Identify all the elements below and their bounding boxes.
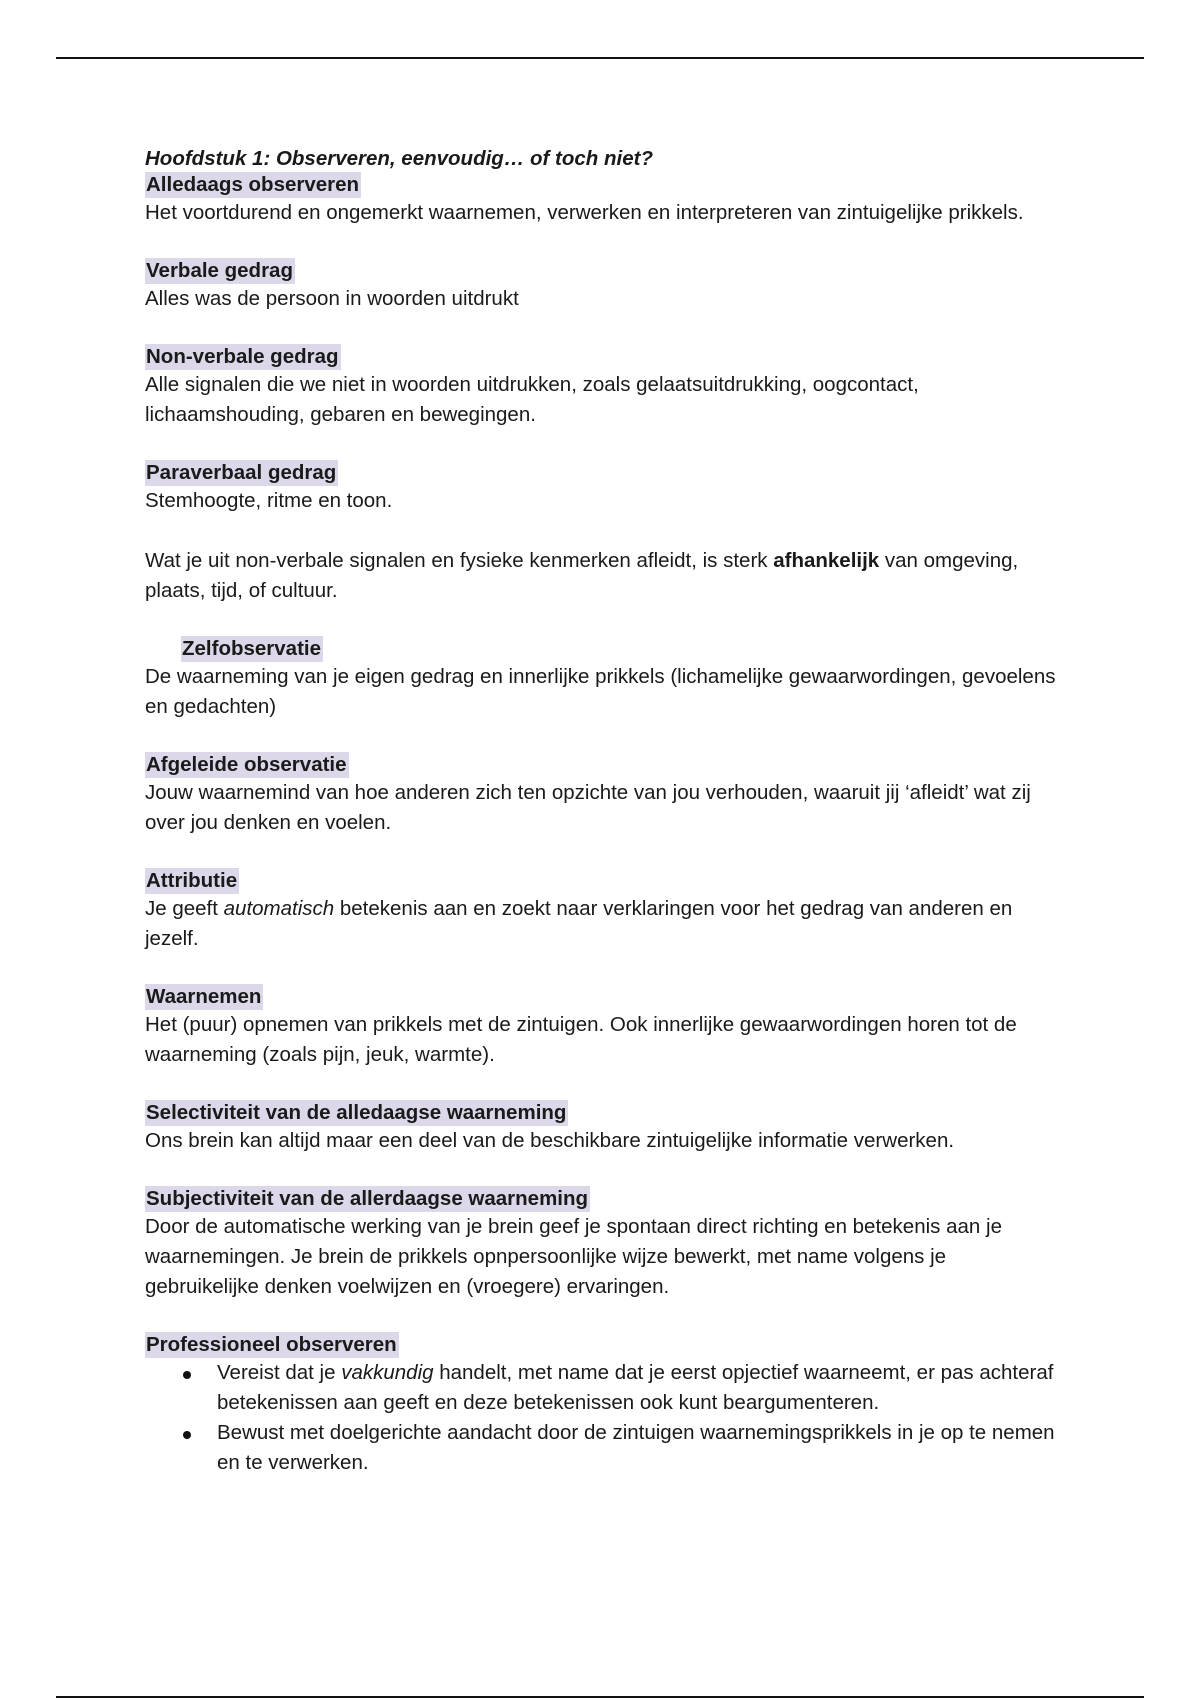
attributie-italic-word: automatisch [223,897,335,920]
definition-text: Ons brein kan altijd maar een deel van de beschikbare zintuigelijke informatie verwerken. [145,1129,955,1152]
section-selectiviteit [145,1100,1065,1156]
bottom-rule [56,1696,1144,1698]
term-heading: Subjectiviteit van de allerdaagse waarneming [146,1187,589,1210]
chapter-title: Hoofdstuk 1: Observeren, eenvoudig… of toch niet? [145,147,653,170]
term-heading: Zelfobservatie [182,637,321,660]
bullet-icon [183,1431,191,1439]
definition-text: Stemhoogte, ritme en toon. [145,489,393,512]
term-heading: Professioneel observeren [146,1333,397,1356]
definition-text: Het voortdurend en ongemerkt waarnemen, verwerken en interpreteren van zintuigelijke prikkels. [145,201,1024,224]
term-heading: Non-verbale gedrag [146,345,339,368]
note-bold-word: afhankelijk [773,549,880,572]
list-item [145,1418,1065,1478]
term-heading: Afgeleide observatie [146,753,347,776]
section-waarnemen [145,984,1065,1070]
section-subjectiviteit [145,1186,1065,1302]
note-text-start: Wat je uit non-verbale signalen en fysieke kenmerken afleidt, is sterk [145,549,774,572]
bullet-text-end: handelt, met name dat je eerst opjectief waarneemt, er pas achteraf betekenissen aan geeft en deze betekenissen ook kunt beargumenteren. [217,1361,1054,1414]
definition-text: Het (puur) opnemen van prikkels met de zintuigen. Ook innerlijke gewaarwordingen horen tot de waarneming (zoals pijn, jeuk, warmte). [145,1013,1017,1066]
definition-text: Alle signalen die we niet in woorden uitdrukken, zoals gelaatsuitdrukking, oogcontact, lichaamshouding, gebaren en bewegingen. [145,373,919,426]
definition-text: Alles was de persoon in woorden uitdrukt [145,287,519,310]
section-non-verbale [145,344,1065,430]
attributie-text-end: betekenis aan en zoekt naar verklaringen voor het gedrag van anderen en jezelf. [145,897,1013,950]
bullet-italic-word: vakkundig [341,1361,434,1384]
section-professioneel [145,1332,1065,1478]
section-attributie [145,868,1065,954]
section-verbale [145,258,1065,314]
document-page [145,146,1065,1508]
bullet-text: Bewust met doelgerichte aandacht door de zintuigen waarnemingsprikkels in je op te nemen en te verwerken. [217,1421,1055,1474]
term-heading: Selectiviteit van de alledaagse waarneming [146,1101,567,1124]
bullet-text-start: Vereist dat je [217,1361,342,1384]
term-heading: Paraverbaal gedrag [146,461,337,484]
definition-text: Jouw waarnemind van hoe anderen zich ten opzichte van jou verhouden, waaruit jij ‘afleidt’ wat zij over jou denken en voelen. [145,781,1031,834]
section-paraverbaal [145,460,1065,516]
top-rule [56,57,1144,59]
term-heading: Alledaags observeren [146,173,360,196]
term-heading: Verbale gedrag [146,259,293,282]
note-text-end: van omgeving, plaats, tijd, of cultuur. [145,549,1019,602]
term-heading: Waarnemen [146,985,262,1008]
bullet-list [145,1358,1065,1478]
attributie-text-start: Je geeft [145,897,224,920]
section-afgeleide [145,752,1065,838]
context-note [145,546,1065,606]
section-zelfobservatie [145,636,1065,722]
term-heading: Attributie [146,869,238,892]
list-item [145,1358,1065,1418]
bullet-icon [183,1371,191,1379]
definition-text [145,894,1065,954]
definition-text: De waarneming van je eigen gedrag en innerlijke prikkels (lichamelijke gewaarwordingen, gevoelens en gedachten) [145,665,1056,718]
section-alledaags [145,172,1065,228]
definition-text: Door de automatische werking van je brein geef je spontaan direct richting en betekenis aan je waarnemingen. Je brein de prikkels opnpersoonlijke wijze bewerkt, met name volgens je gebruikelijke denken voelwijzen en (vroegere) ervaringen. [145,1215,1002,1298]
